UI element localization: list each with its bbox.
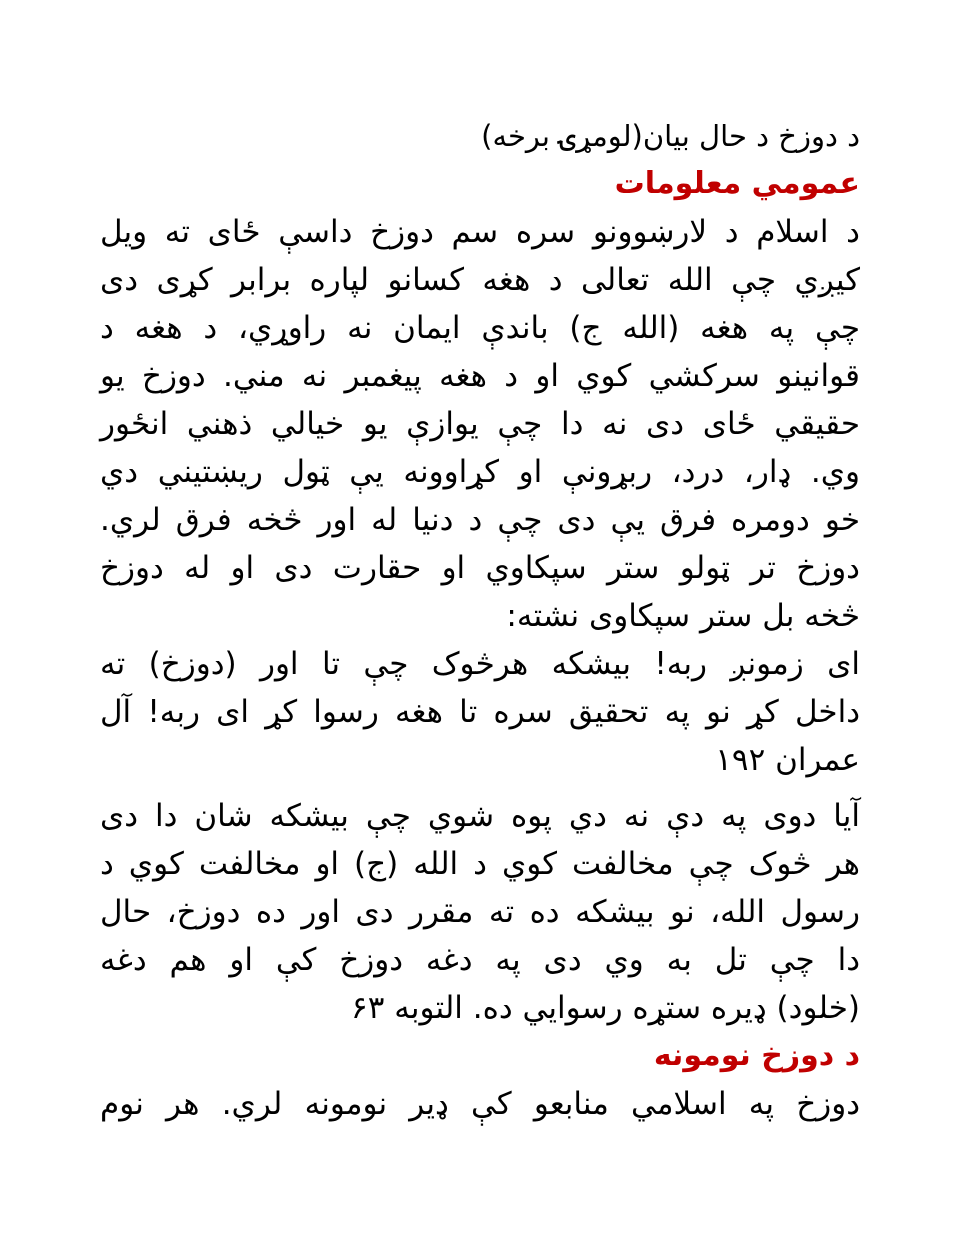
quote-line: رسول الله، نو بیشکه ده ته مقرر دی اور ده دوزخ، حال [100, 894, 860, 930]
document-page [100, 112, 860, 1128]
quote-line: آیا دوی په دې نه دي پوه شوي چې بیشکه شان دا دی [100, 798, 860, 834]
quote-line: ای زمونږ ربه! بیشکه هرڅوک چې تا اور (دوزخ) ته [100, 646, 860, 682]
paragraph-line: دوزخ تر ټولو ستر سپکاوي او حقارت دی او له دوزخ [100, 550, 860, 586]
paragraph-hell-names [100, 1080, 860, 1128]
quote-at-tawbah [100, 792, 860, 1032]
document-title: د دوزخ د حال بیان(لومړۍ برخه) [481, 119, 860, 153]
paragraph-line: چې په هغه (الله ج) باندې ایمان نه راوړي، د هغه د [100, 310, 860, 346]
quote-line: (خلود) ډیره ستړه رسوايي ده. التوبه ۶۳ [351, 990, 860, 1026]
paragraph-line: څخه بل ستر سپکاوی نشته: [506, 598, 860, 634]
paragraph-line: دوزخ په اسلامي منابعو کې ډیر نومونه لري. هر نوم [100, 1086, 860, 1122]
paragraph-line: وي. ډار، درد، ربړونې او کړاوونه یې ټول ریښتیني دي [100, 454, 860, 490]
quote-line: هر څوک چې مخالفت کوي د الله (ج) او مخالفت کوي د [100, 846, 860, 882]
section-heading-general-info: عمومي معلومات [614, 166, 860, 201]
paragraph-line: حقیقي ځای دی نه دا چې یوازې یو خیالي ذهني انځور [100, 406, 860, 442]
paragraph-line: کیږي چې الله تعالی د هغه کسانو لپاره برابر کړی دی [100, 262, 860, 298]
paragraph-intro [100, 208, 860, 640]
paragraph-line: د اسلام د لارښوونو سره سم دوزخ داسې ځای ته ویل [100, 214, 860, 250]
quote-line: دا چې تل به وي دی په دغه دوزخ کې او هم دغه [100, 942, 860, 978]
paragraph-gap [100, 784, 860, 792]
quote-al-imran [100, 640, 860, 784]
section-heading-hell-names: د دوزخ نومونه [653, 1038, 860, 1073]
quote-line: عمران ۱۹۲ [715, 742, 860, 778]
quote-line: داخل کړ نو په تحقیق سره تا هغه رسوا کړ ای ربه! آل [100, 694, 860, 730]
paragraph-line: قوانینو سرکشي کوي او د هغه پیغمبر نه مني. دوزخ یو [100, 358, 860, 394]
paragraph-line: خو دومره فرق یې دی چې د دنیا له اور څخه فرق لري. [100, 502, 860, 538]
